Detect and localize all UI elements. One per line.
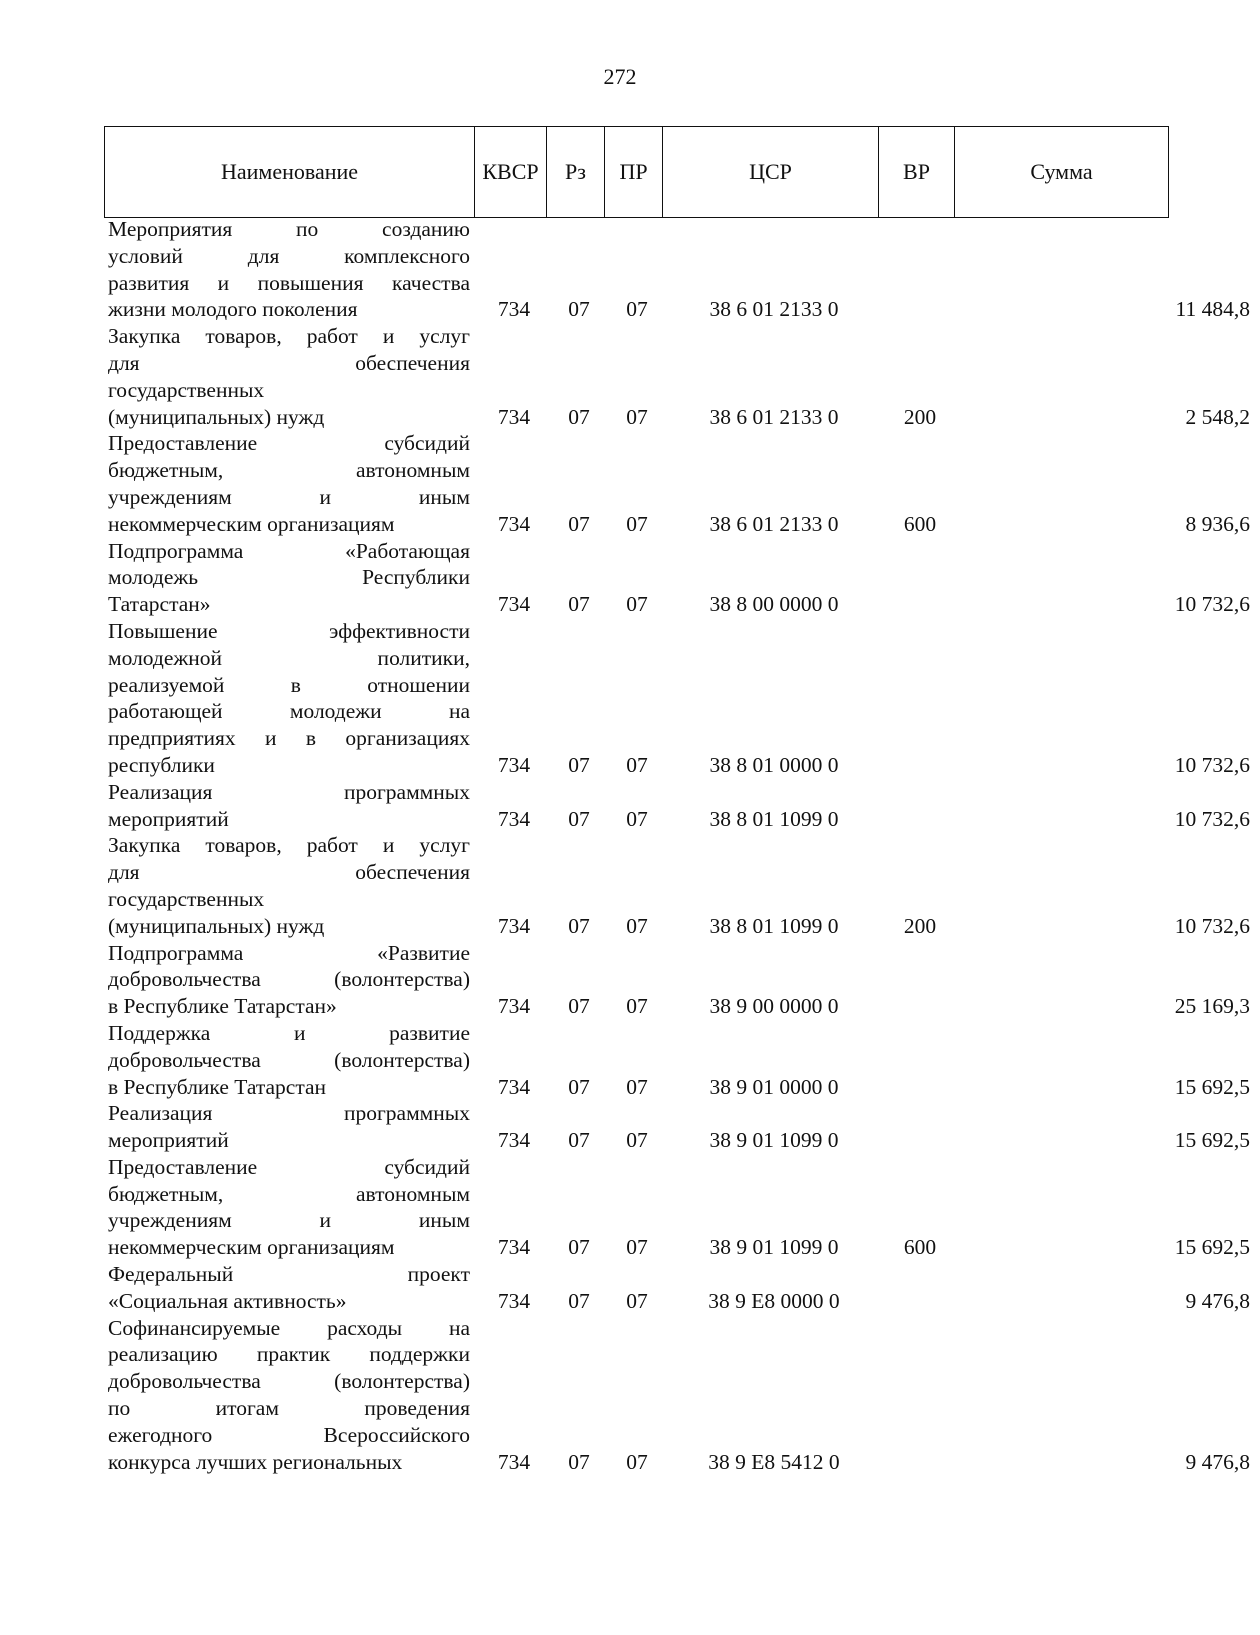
- row-rz: 07: [568, 404, 590, 429]
- row-csr: 38 9 01 0000 0: [709, 1074, 839, 1099]
- row-kvsr: 734: [497, 404, 531, 429]
- row-name-line: для обеспечения: [108, 350, 470, 375]
- row-name-line: Подпрограмма «Работающая: [108, 538, 470, 563]
- row-name-line: развития и повышения качества: [108, 270, 470, 295]
- row-pr: 07: [626, 1235, 648, 1260]
- row-pr: 07: [626, 404, 648, 429]
- row-rz: 07: [568, 994, 590, 1019]
- row-pr: 07: [626, 806, 648, 831]
- row-rz: 07: [568, 806, 590, 831]
- row-sum: 25 169,3: [1174, 994, 1250, 1019]
- table-row: [104, 779, 1250, 833]
- row-rz: 07: [568, 592, 590, 617]
- row-name-line: добровольчества (волонтерства): [108, 967, 470, 992]
- header-sum: Сумма: [955, 127, 1169, 218]
- table-row: [104, 1020, 1250, 1100]
- row-sum: 8 936,6: [1185, 511, 1250, 536]
- row-name-line: некоммерческим организациям: [108, 511, 395, 536]
- table-row: [104, 832, 1250, 939]
- row-rz: 07: [568, 1074, 590, 1099]
- row-name-line: Подпрограмма «Развитие: [108, 940, 470, 965]
- row-sum: 15 692,5: [1174, 1128, 1250, 1153]
- row-kvsr: 734: [497, 1449, 531, 1474]
- row-csr: 38 9 E8 0000 0: [708, 1288, 840, 1313]
- table-row: [104, 430, 1250, 537]
- header-pr: ПР: [605, 127, 663, 218]
- row-name-line: Татарстан»: [108, 592, 211, 617]
- row-kvsr: 734: [497, 592, 531, 617]
- row-name-line: государственных: [108, 886, 265, 911]
- row-sum: 9 476,8: [1185, 1288, 1250, 1313]
- row-kvsr: 734: [497, 752, 531, 777]
- row-name-line: Повышение эффективности: [108, 618, 470, 643]
- row-name-line: работающей молодежи на: [108, 699, 470, 724]
- row-kvsr: 734: [497, 1074, 531, 1099]
- row-name-line: условий для комплексного: [108, 243, 470, 268]
- row-name-line: реализацию практик поддержки: [108, 1342, 470, 1367]
- row-name-line: мероприятий: [108, 806, 229, 831]
- row-name-line: «Социальная активность»: [108, 1288, 347, 1313]
- row-name: [104, 618, 470, 779]
- row-sum: 10 732,6: [1174, 806, 1250, 831]
- row-name-line: государственных: [108, 377, 265, 402]
- row-pr: 07: [626, 913, 648, 938]
- row-name-line: Федеральный проект: [108, 1262, 470, 1287]
- row-name-line: Закупка товаров, работ и услуг: [108, 324, 470, 349]
- header-kvsr: КВСР: [475, 127, 547, 218]
- row-name-line: для обеспечения: [108, 860, 470, 885]
- row-name-line: Софинансируемые расходы на: [108, 1315, 470, 1340]
- table-row: [104, 323, 1250, 430]
- row-rz: 07: [568, 1288, 590, 1313]
- row-rz: 07: [568, 511, 590, 536]
- row-name-line: молодежь Республики: [108, 565, 470, 590]
- row-sum: 15 692,5: [1174, 1074, 1250, 1099]
- row-name-line: молодежной политики,: [108, 645, 470, 670]
- table-row: [104, 940, 1250, 1020]
- row-rz: 07: [568, 297, 590, 322]
- row-name: [104, 779, 470, 833]
- row-name-line: Мероприятия по созданию: [108, 217, 470, 241]
- row-name: [104, 940, 470, 1020]
- row-pr: 07: [626, 1449, 648, 1474]
- table-row: [104, 1261, 1250, 1315]
- row-csr: 38 8 01 0000 0: [709, 752, 839, 777]
- row-kvsr: 734: [497, 1128, 531, 1153]
- row-name: [104, 538, 470, 618]
- row-name-line: добровольчества (волонтерства): [108, 1369, 470, 1394]
- table-row: [104, 1315, 1250, 1476]
- row-pr: 07: [626, 592, 648, 617]
- row-rz: 07: [568, 913, 590, 938]
- row-name-line: Предоставление субсидий: [108, 1154, 470, 1179]
- row-name: [104, 1154, 470, 1261]
- row-sum: 10 732,6: [1174, 913, 1250, 938]
- row-name-line: (муниципальных) нужд: [108, 913, 325, 938]
- row-name: [104, 216, 470, 323]
- row-name-line: Реализация программных: [108, 779, 470, 804]
- row-name-line: бюджетным, автономным: [108, 458, 470, 483]
- row-pr: 07: [626, 511, 648, 536]
- row-vr: 200: [903, 404, 937, 429]
- row-csr: 38 9 00 0000 0: [709, 994, 839, 1019]
- row-name-line: добровольчества (волонтерства): [108, 1047, 470, 1072]
- row-name-line: в Республике Татарстан»: [108, 994, 337, 1019]
- row-name-line: бюджетным, автономным: [108, 1181, 470, 1206]
- row-pr: 07: [626, 752, 648, 777]
- table-row: [104, 618, 1250, 779]
- row-name-line: по итогам проведения: [108, 1396, 470, 1421]
- row-pr: 07: [626, 1288, 648, 1313]
- row-csr: 38 6 01 2133 0: [709, 511, 839, 536]
- table-body: [104, 216, 1250, 1475]
- row-csr: 38 8 01 1099 0: [709, 806, 839, 831]
- row-name: [104, 832, 470, 939]
- row-sum: 10 732,6: [1174, 592, 1250, 617]
- row-pr: 07: [626, 1074, 648, 1099]
- row-csr: 38 6 01 2133 0: [709, 297, 839, 322]
- row-kvsr: 734: [497, 806, 531, 831]
- row-rz: 07: [568, 752, 590, 777]
- row-name: [104, 323, 470, 430]
- row-name: [104, 430, 470, 537]
- row-sum: 9 476,8: [1185, 1449, 1250, 1474]
- table-row: [104, 1154, 1250, 1261]
- row-kvsr: 734: [497, 511, 531, 536]
- row-name-line: республики: [108, 752, 215, 777]
- row-name-line: реализуемой в отношении: [108, 672, 470, 697]
- table-row: [104, 538, 1250, 618]
- row-sum: 15 692,5: [1174, 1235, 1250, 1260]
- row-name-line: Реализация программных: [108, 1101, 470, 1126]
- row-name-line: (муниципальных) нужд: [108, 404, 325, 429]
- row-name-line: учреждениям и иным: [108, 1208, 470, 1233]
- header-rz: Рз: [547, 127, 605, 218]
- row-name: [104, 1020, 470, 1100]
- row-sum: 11 484,8: [1175, 297, 1250, 322]
- row-name-line: некоммерческим организациям: [108, 1235, 395, 1260]
- row-name-line: мероприятий: [108, 1128, 229, 1153]
- table-header: [104, 126, 1169, 218]
- row-kvsr: 734: [497, 297, 531, 322]
- row-rz: 07: [568, 1449, 590, 1474]
- header-csr: ЦСР: [663, 127, 879, 218]
- row-csr: 38 9 E8 5412 0: [708, 1449, 840, 1474]
- row-sum: 2 548,2: [1185, 404, 1250, 429]
- row-kvsr: 734: [497, 1235, 531, 1260]
- row-pr: 07: [626, 297, 648, 322]
- row-name-line: Предоставление субсидий: [108, 431, 470, 456]
- row-pr: 07: [626, 994, 648, 1019]
- row-csr: 38 8 01 1099 0: [709, 913, 839, 938]
- row-name-line: Закупка товаров, работ и услуг: [108, 833, 470, 858]
- header-vr: ВР: [879, 127, 955, 218]
- row-name-line: ежегодного Всероссийского: [108, 1422, 470, 1447]
- row-name-line: Поддержка и развитие: [108, 1020, 470, 1045]
- row-name-line: жизни молодого поколения: [108, 297, 358, 322]
- row-name-line: конкурса лучших региональных: [108, 1449, 403, 1474]
- row-name: [104, 1315, 470, 1476]
- row-name-line: учреждениям и иным: [108, 484, 470, 509]
- row-csr: 38 9 01 1099 0: [709, 1235, 839, 1260]
- page-number: 272: [603, 64, 637, 89]
- header-name: Наименование: [105, 127, 475, 218]
- row-csr: 38 6 01 2133 0: [709, 404, 839, 429]
- row-kvsr: 734: [497, 913, 531, 938]
- row-vr: 600: [903, 1235, 937, 1260]
- row-kvsr: 734: [497, 1288, 531, 1313]
- row-name: [104, 1261, 470, 1315]
- row-csr: 38 9 01 1099 0: [709, 1128, 839, 1153]
- row-pr: 07: [626, 1128, 648, 1153]
- row-vr: 200: [903, 913, 937, 938]
- row-rz: 07: [568, 1235, 590, 1260]
- row-sum: 10 732,6: [1174, 752, 1250, 777]
- row-name-line: в Республике Татарстан: [108, 1074, 327, 1099]
- row-kvsr: 734: [497, 994, 531, 1019]
- row-vr: 600: [903, 511, 937, 536]
- table-row: [104, 1100, 1250, 1154]
- row-csr: 38 8 00 0000 0: [709, 592, 839, 617]
- table-row: [104, 216, 1250, 323]
- row-rz: 07: [568, 1128, 590, 1153]
- row-name-line: предприятиях и в организациях: [108, 726, 470, 751]
- row-name: [104, 1100, 470, 1154]
